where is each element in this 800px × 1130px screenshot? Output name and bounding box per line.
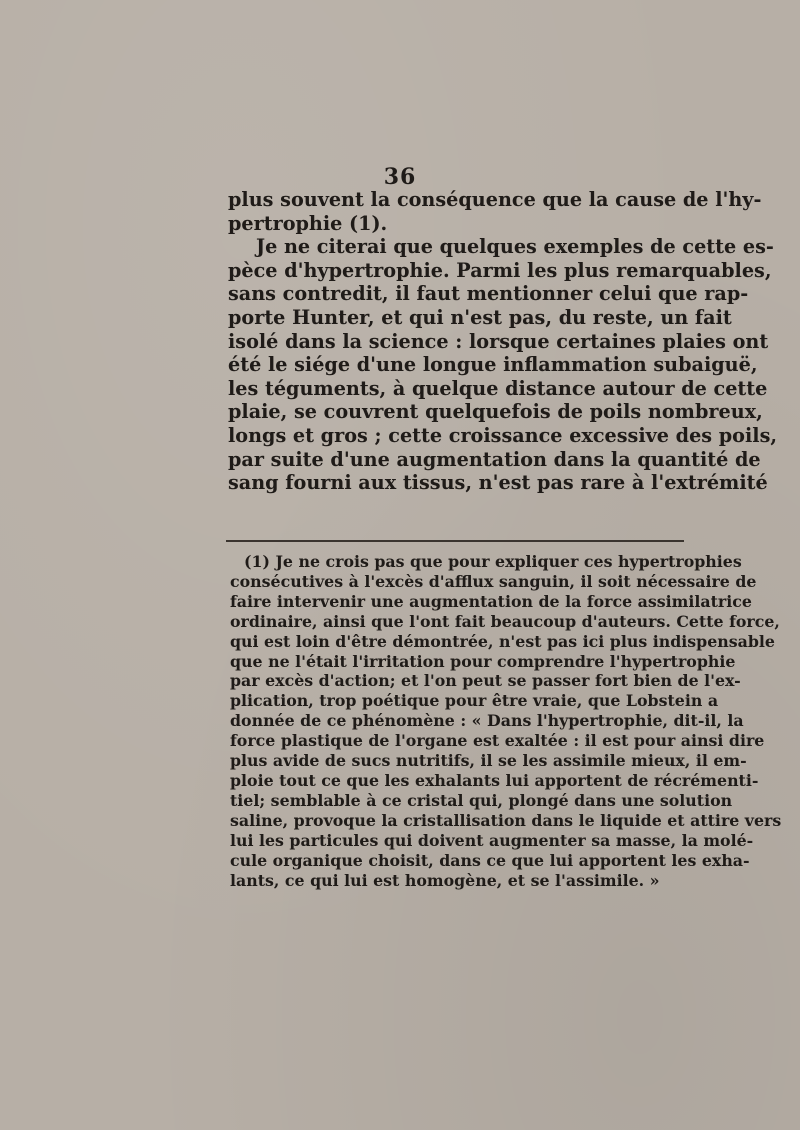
footnote-divider [226,540,684,542]
footnote [230,552,782,890]
footnote-line: qui est loin d'être démontrée, n'est pas ici plus indispensable [230,631,775,651]
footnote-line: consécutives à l'excès d'afflux sanguin, il soit nécessaire de [230,571,757,591]
footnote-line: ploie tout ce que les exhalants lui apportent de récrémenti- [230,770,759,790]
footnote-line: saline, provoque la cristallisation dans le liquide et attire vers [230,810,782,830]
text-line: plus souvent la conséquence que la cause de l'hy- [228,188,762,211]
text-line: porte Hunter, et qui n'est pas, du reste, un fait [228,305,732,329]
page-number: 36 [383,164,417,190]
footnote-line: (1) Je ne crois pas que pour expliquer ces hypertrophies [244,552,742,571]
text-line: sang fourni aux tissus, n'est pas rare à l'extrémité [228,471,768,495]
footnote-line: plication, trop poétique pour être vraie, que Lobstein a [230,691,719,711]
text-line: par suite d'une augmentation dans la quantité de [228,447,761,471]
footnote-line: que ne l'était l'irritation pour comprendre l'hypertrophie [230,651,736,671]
footnote-line: ordinaire, ainsi que l'ont fait beaucoup d'auteurs. Cette force, [230,611,780,631]
footnote-line: plus avide de sucs nutritifs, il se les assimile mieux, il em- [230,751,747,771]
text-line: plaie, se couvrent quelquefois de poils nombreux, [228,400,763,424]
footnote-line: donnée de ce phénomène : « Dans l'hypertrophie, dit-il, la [230,711,744,731]
footnote-line: force plastique de l'organe est exaltée : il est pour ainsi dire [230,731,765,751]
footnote-line: tiel; semblable à ce cristal qui, plongé dans une solution [230,790,733,810]
text-line: pertrophie (1). [228,211,388,235]
text-line: isolé dans la science : lorsque certaines plaies ont [228,329,769,353]
footnote-line: par excès d'action; et l'on peut se passer fort bien de l'ex- [230,671,741,691]
footnote-line: lui les particules qui doivent augmenter sa masse, la molé- [230,830,754,850]
footnote-line: cule organique choisit, dans ce que lui apportent les exha- [230,850,750,870]
text-line: pèce d'hypertrophie. Parmi les plus remarquables, [228,258,772,282]
text-line: Je ne citerai que quelques exemples de cette es- [256,235,774,259]
footnote-line: faire intervenir une augmentation de la force assimilatrice [230,591,752,611]
text-line: longs et gros ; cette croissance excessive des poils, [228,423,778,447]
text-line: sans contredit, il faut mentionner celui que rap- [228,282,749,306]
footnote-line: lants, ce qui lui est homogène, et se l'assimile. » [230,870,660,890]
text-line: les téguments, à quelque distance autour de cette [228,376,768,400]
main-text [228,188,778,495]
text-line: été le siége d'une longue inflammation subaiguë, [228,353,758,377]
